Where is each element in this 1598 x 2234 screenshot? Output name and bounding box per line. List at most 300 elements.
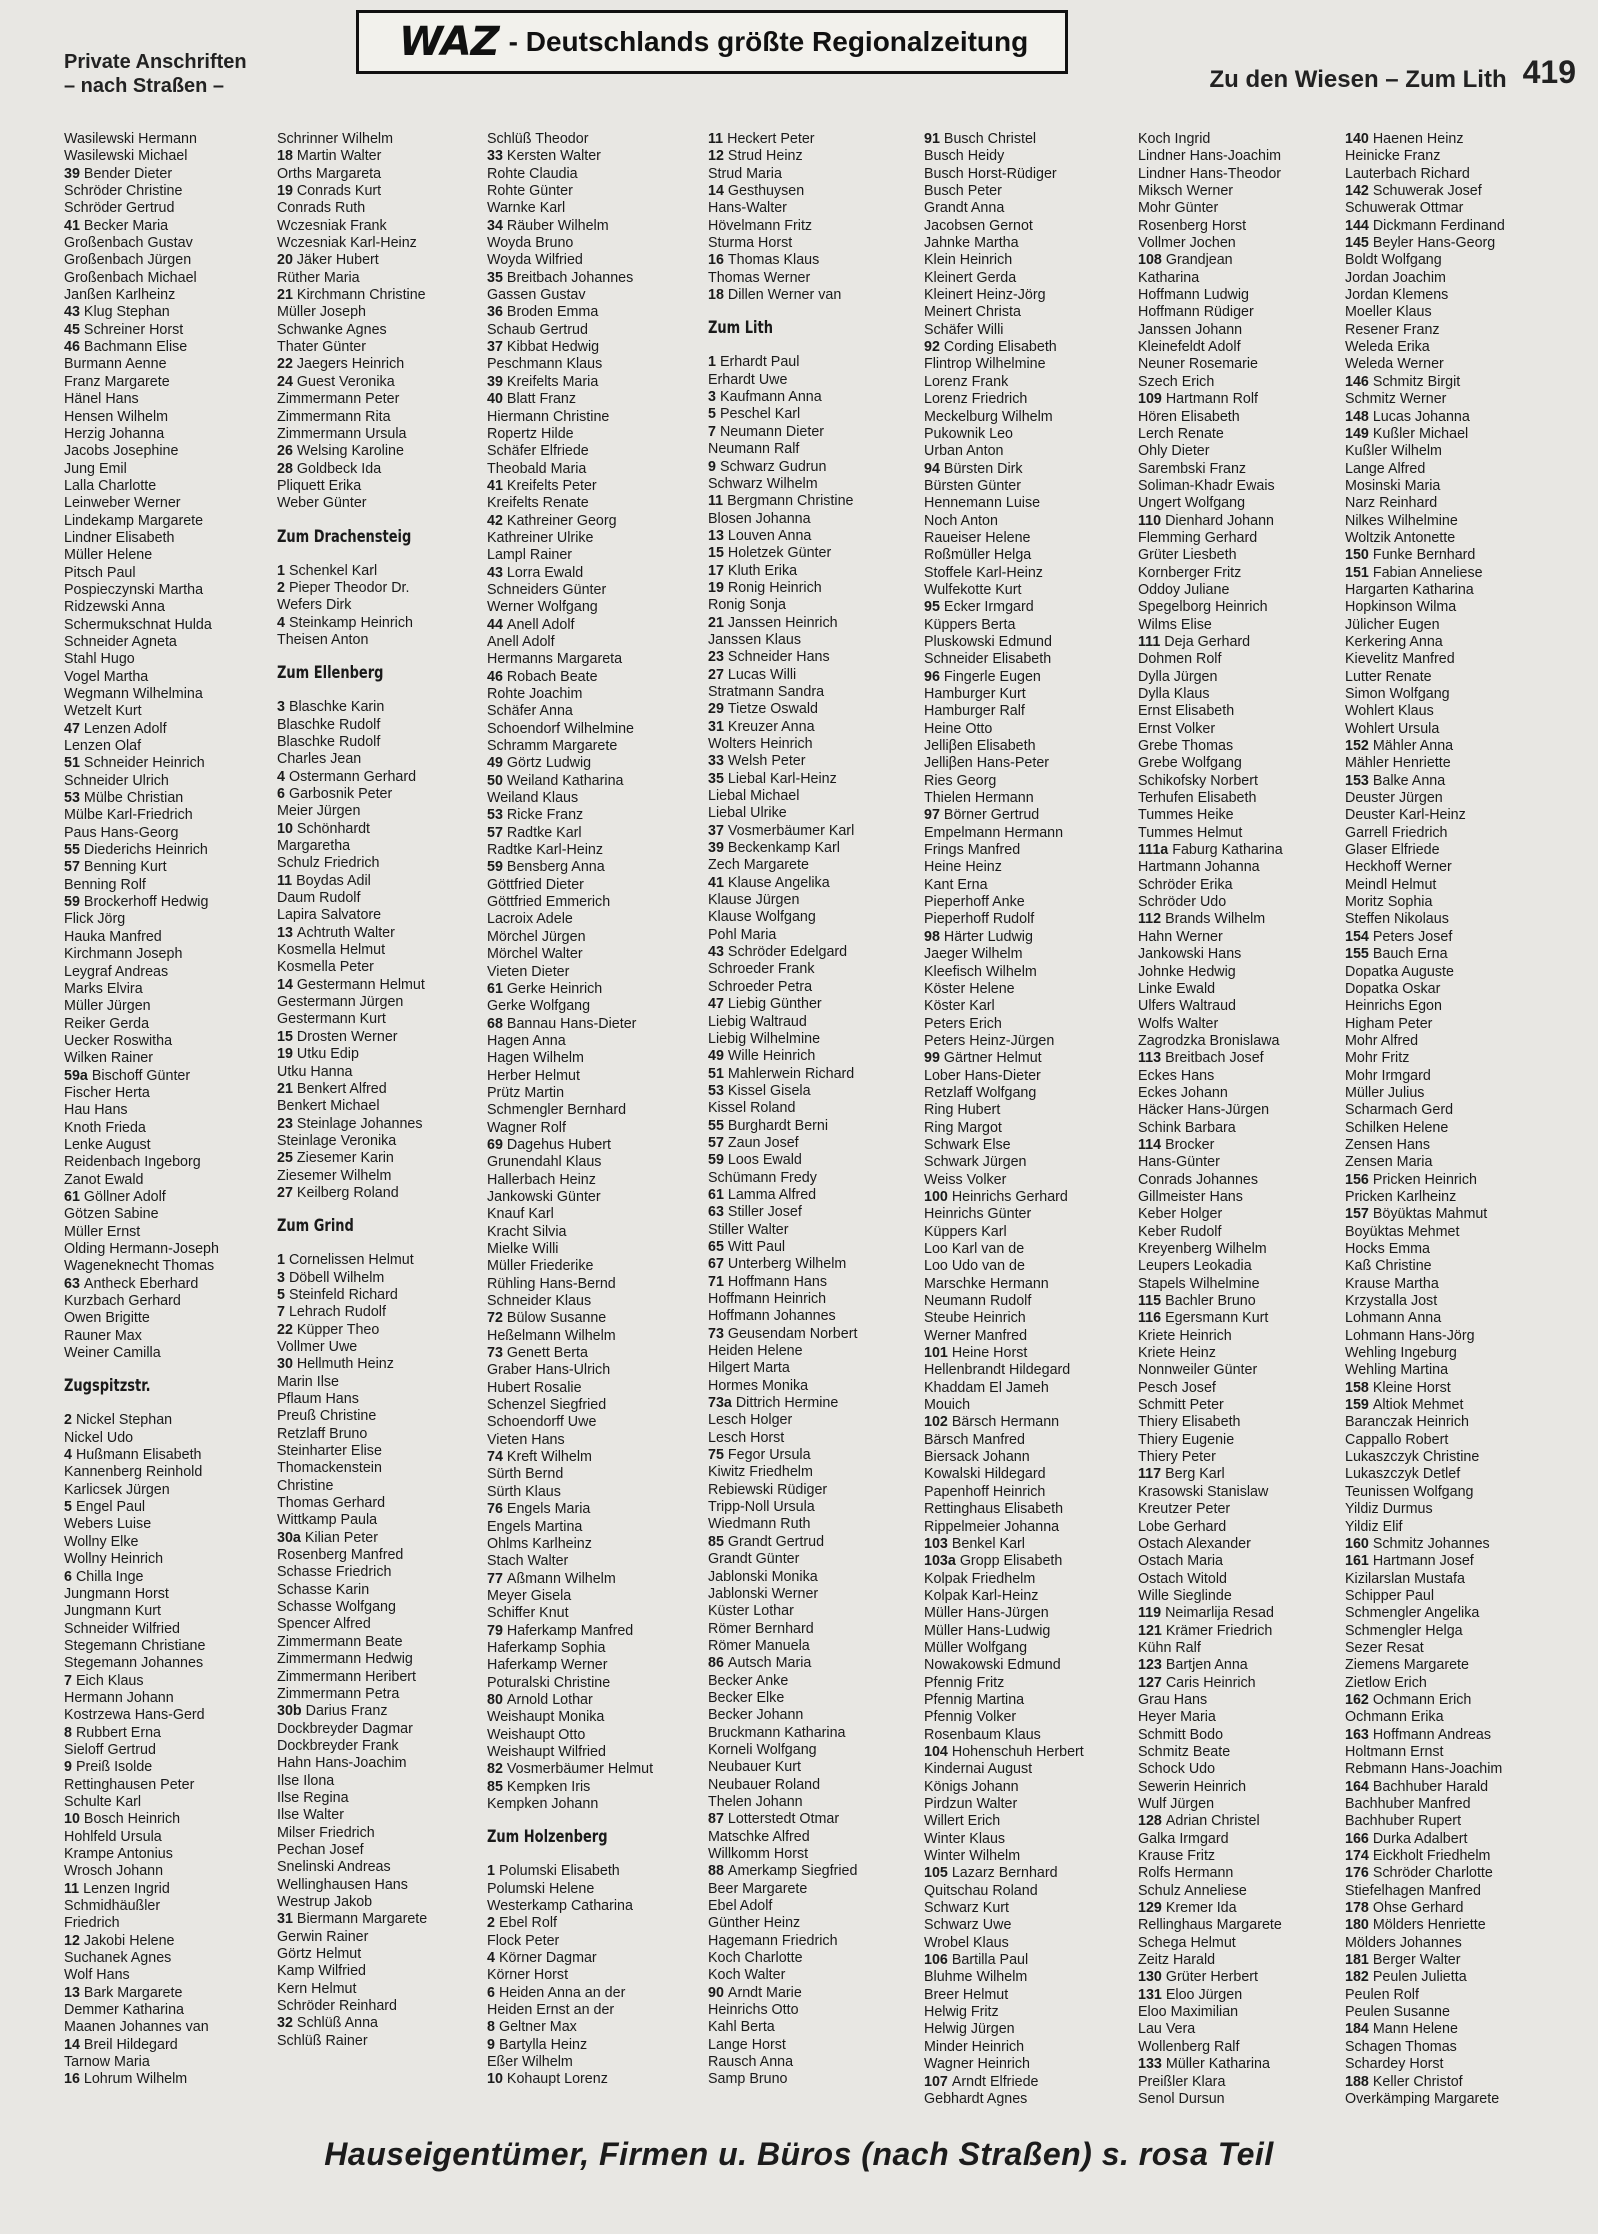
directory-entry [487, 252, 697, 269]
resident-name: Spencer Alfred [277, 1616, 371, 1633]
resident-name: Milser Friedrich [277, 1824, 375, 1841]
header-left-line1: Private Anschriften [64, 51, 247, 73]
directory-entry [1138, 929, 1348, 946]
directory-entry [708, 183, 918, 200]
directory-entry [1138, 356, 1348, 373]
house-number: 21 [277, 1080, 293, 1097]
directory-entry [708, 1291, 918, 1308]
resident-name: Hahn Werner [1138, 928, 1223, 945]
resident-name: Ring Hubert [924, 1102, 1001, 1119]
house-number: 97 [924, 807, 940, 824]
directory-entry [1138, 1709, 1348, 1726]
directory-entry [487, 1640, 697, 1657]
resident-name: Narz Reinhard [1345, 495, 1438, 512]
directory-entry [1345, 148, 1555, 165]
resident-name: Grunendahl Klaus [487, 1154, 602, 1171]
directory-entry [487, 1933, 697, 1950]
resident-name: Meindl Helmut [1345, 876, 1437, 893]
directory-entry [1345, 183, 1555, 200]
directory-entry [1345, 998, 1555, 1015]
directory-entry [924, 339, 1134, 356]
resident-name: Schermukschnat Hulda [64, 616, 212, 633]
resident-name: Dohmen Rolf [1138, 651, 1222, 668]
house-number: 2 [487, 1915, 495, 1932]
directory-entry [1345, 1224, 1555, 1241]
resident-name: Dylla Klaus [1138, 686, 1210, 702]
resident-name: Kriete Heinz [1138, 1345, 1216, 1362]
house-number: 95 [924, 599, 940, 616]
resident-name: Reidenbach Ingeborg [64, 1154, 201, 1171]
resident-name: Schröder Gertrud [64, 200, 175, 217]
directory-entry [1345, 1605, 1555, 1622]
resident-name: Linke Ewald [1138, 980, 1216, 997]
directory-entry [64, 218, 274, 235]
directory-entry [277, 1443, 487, 1460]
resident-name: Schwanke Agnes [277, 321, 387, 338]
directory-entry [924, 1068, 1134, 1085]
resident-name: Schmidhäußler [64, 1898, 161, 1915]
resident-name: Schmitz Beate [1138, 1743, 1231, 1760]
directory-entry [64, 807, 274, 824]
resident-name: Neuner Rosemarie [1138, 356, 1258, 373]
resident-name: Boyüktas Mehmet [1345, 1223, 1460, 1240]
directory-entry [277, 873, 487, 890]
directory-entry [487, 1328, 697, 1345]
resident-name: Schmitt Peter [1138, 1397, 1224, 1414]
directory-entry [924, 495, 1134, 512]
house-number: 22 [277, 356, 293, 373]
directory-entry [708, 389, 918, 406]
directory-entry [487, 1449, 697, 1466]
resident-name: Cording Elisabeth [943, 339, 1057, 356]
resident-name: Lotterstedt Otmar [727, 1811, 840, 1828]
house-number: 80 [487, 1691, 503, 1708]
resident-name: Wrosch Johann [64, 1863, 164, 1880]
resident-name: Senol Dursun [1138, 2090, 1225, 2107]
directory-entry [708, 1395, 918, 1412]
directory-entry [924, 409, 1134, 426]
directory-entry [1138, 981, 1348, 998]
resident-name: Vieten Hans [487, 1431, 565, 1448]
directory-entry [924, 287, 1134, 304]
directory-entry [924, 894, 1134, 911]
directory-entry [277, 252, 487, 269]
directory-entry [924, 1519, 1134, 1536]
resident-name: Benkert Alfred [296, 1080, 387, 1097]
resident-name: Schmitt Bodo [1138, 1726, 1224, 1743]
directory-entry [1345, 304, 1555, 321]
resident-name: Heinrichs Günter [924, 1206, 1032, 1223]
directory-entry [1138, 582, 1348, 599]
directory-entry [924, 1831, 1134, 1848]
directory-entry [64, 1172, 274, 1189]
resident-name: Busch Horst-Rüdiger [924, 165, 1057, 182]
resident-name: Gestermann Jürgen [277, 994, 404, 1011]
directory-entry [487, 1432, 697, 1449]
resident-name: Mölders Henriette [1372, 1917, 1486, 1934]
directory-column [708, 131, 918, 2089]
directory-entry [924, 1640, 1134, 1657]
resident-name: Müller Friederike [487, 1258, 594, 1275]
resident-name: Schwarz Kurt [924, 1900, 1010, 1917]
directory-entry [487, 478, 697, 495]
resident-name: Mosinski Maria [1345, 477, 1441, 494]
directory-entry [1345, 1675, 1555, 1692]
house-number: 57 [487, 824, 503, 841]
resident-name: Lesch Holger [708, 1412, 793, 1429]
resident-name: Thielen Hermann [924, 790, 1034, 807]
resident-name: Mülbe Christian [83, 790, 184, 807]
resident-name: Günther Heinz [708, 1915, 801, 1932]
resident-name: Stegemann Christiane [64, 1637, 206, 1654]
directory-entry [924, 773, 1134, 790]
directory-entry [708, 528, 918, 545]
resident-name: Schwarz Gudrun [719, 458, 827, 475]
resident-name: Kirchmann Christine [296, 287, 426, 304]
resident-name: Gebhardt Agnes [924, 2090, 1028, 2107]
directory-entry [708, 545, 918, 562]
resident-name: Benkert Michael [277, 1098, 380, 1115]
resident-name: Römer Manuela [708, 1637, 810, 1654]
directory-entry [924, 599, 1134, 616]
directory-entry [487, 2002, 697, 2019]
directory-entry [708, 459, 918, 476]
house-number: 16 [64, 2071, 80, 2088]
resident-name: Schneider Elisabeth [924, 651, 1052, 668]
resident-name: Franz Margarete [64, 373, 170, 390]
directory-entry [708, 1829, 918, 1846]
resident-name: Pukownik Leo [924, 425, 1014, 442]
resident-name: Webers Luise [64, 1516, 152, 1533]
resident-name: Korneli Wolfgang [708, 1741, 817, 1758]
resident-name: Kowalski Hildegard [924, 1466, 1046, 1483]
resident-name: Müller Hans-Jürgen [924, 1605, 1049, 1622]
directory-entry [1138, 859, 1348, 876]
resident-name: Frings Manfred [924, 842, 1021, 859]
house-number: 35 [708, 770, 724, 787]
resident-name: Arndt Elfriede [951, 2073, 1039, 2090]
resident-name: Geltner Max [498, 2019, 577, 2036]
house-number: 100 [924, 1188, 948, 1205]
directory-entry [277, 339, 487, 356]
resident-name: Jablonski Monika [708, 1568, 818, 1585]
directory-entry [708, 1170, 918, 1187]
resident-name: Wrobel Klaus [924, 1934, 1009, 1951]
resident-name: Kreifelts Peter [506, 477, 597, 494]
resident-name: Robach Beate [506, 668, 598, 685]
directory-entry [277, 1582, 487, 1599]
resident-name: Ohly Dieter [1138, 443, 1210, 460]
resident-name: Tummes Helmut [1138, 824, 1243, 841]
resident-name: Grau Hans [1138, 1691, 1208, 1708]
resident-name: Conrads Kurt [296, 183, 382, 200]
directory-entry [1138, 634, 1348, 651]
resident-name: Kolpak Karl-Heinz [924, 1587, 1039, 1604]
directory-entry [64, 547, 274, 564]
house-number: 40 [487, 391, 503, 408]
resident-name: Orths Margareta [277, 165, 382, 182]
resident-name: Müller Ernst [64, 1223, 141, 1240]
resident-name: Kissel Roland [708, 1100, 796, 1117]
street-heading: Zugspitzstr. [64, 1376, 151, 1397]
resident-name: Zietlow Erich [1345, 1674, 1427, 1691]
resident-name: Bartjen Anna [1165, 1657, 1248, 1674]
resident-name: Hohenschuh Herbert [951, 1743, 1084, 1760]
resident-name: Eckes Johann [1138, 1084, 1228, 1101]
house-number: 7 [708, 423, 716, 440]
directory-entry [1345, 669, 1555, 686]
directory-entry [924, 1744, 1134, 1761]
directory-entry [1138, 339, 1348, 356]
directory-entry [1345, 2091, 1555, 2108]
directory-entry [924, 218, 1134, 235]
directory-entry [708, 1014, 918, 1031]
directory-entry [64, 461, 274, 478]
resident-name: Schneider Wilfried [64, 1620, 181, 1637]
directory-entry [487, 2037, 697, 2054]
directory-entry [1345, 1449, 1555, 1466]
resident-name: Rippelmeier Johanna [924, 1518, 1060, 1535]
directory-entry [1138, 1016, 1348, 1033]
directory-entry [708, 2002, 918, 2019]
directory-entry [1345, 1900, 1555, 1917]
directory-entry [64, 1482, 274, 1499]
directory-entry [487, 825, 697, 842]
directory-entry [1138, 721, 1348, 738]
house-number: 87 [708, 1811, 724, 1828]
directory-entry [64, 166, 274, 183]
resident-name: Bachler Bruno [1165, 1293, 1256, 1310]
resident-name: Sezer Resat [1345, 1639, 1424, 1656]
resident-name: Schwarz Wilhelm [708, 475, 818, 492]
resident-name: Thomas Klaus [727, 252, 820, 269]
resident-name: Ring Margot [924, 1119, 1002, 1136]
directory-entry [64, 599, 274, 616]
directory-entry [487, 1605, 697, 1622]
directory-entry [487, 1016, 697, 1033]
directory-entry [64, 651, 274, 668]
resident-name: Ernst Volker [1138, 720, 1216, 737]
resident-name: Miksch Werner [1138, 183, 1234, 200]
directory-entry [1138, 235, 1348, 252]
resident-name: Martin Walter [296, 148, 382, 165]
resident-name: Ohlms Karlheinz [487, 1535, 592, 1552]
directory-entry [924, 1605, 1134, 1622]
directory-entry [277, 426, 487, 443]
resident-name: Steinfeld Richard [288, 1286, 398, 1303]
directory-entry [924, 1432, 1134, 1449]
resident-name: Schink Barbara [1138, 1119, 1236, 1136]
house-number: 5 [708, 406, 716, 423]
resident-name: Marin Ilse [277, 1373, 339, 1390]
directory-entry [708, 493, 918, 510]
directory-entry [1138, 1466, 1348, 1483]
directory-entry [1138, 1484, 1348, 1501]
resident-name: Vollmer Jochen [1138, 235, 1236, 252]
resident-name: Oddoy Juliane [1138, 581, 1230, 598]
house-number: 49 [708, 1048, 724, 1065]
directory-entry [277, 218, 487, 235]
directory-entry [708, 1621, 918, 1638]
house-number: 19 [277, 1046, 293, 1063]
resident-name: Schmengler Angelika [1345, 1605, 1480, 1622]
resident-name: Schröder Christine [64, 183, 183, 200]
resident-name: Döbell Wilhelm [288, 1269, 385, 1286]
resident-name: Reiker Gerda [64, 1015, 150, 1032]
directory-entry [708, 1673, 918, 1690]
house-number: 17 [708, 562, 724, 579]
resident-name: Poturalski Christine [487, 1674, 611, 1691]
resident-name: Schenzel Siegfried [487, 1397, 607, 1414]
directory-entry [924, 634, 1134, 651]
directory-entry [487, 1588, 697, 1605]
resident-name: Ochmann Erika [1345, 1709, 1444, 1726]
resident-name: Bannau Hans-Dieter [506, 1015, 637, 1032]
directory-entry [487, 1863, 697, 1880]
directory-entry [924, 1883, 1134, 1900]
resident-name: Margaretha [277, 838, 351, 855]
directory-entry [924, 1588, 1134, 1605]
house-number: 184 [1345, 2021, 1369, 2038]
directory-entry [487, 755, 697, 772]
resident-name: Mielke Willi [487, 1241, 559, 1257]
directory-entry [708, 1308, 918, 1325]
resident-name: Hilgert Marta [708, 1360, 790, 1377]
resident-name: Haenen Heinz [1372, 131, 1464, 147]
directory-entry [708, 1239, 918, 1256]
directory-entry [924, 1033, 1134, 1050]
house-number: 55 [708, 1117, 724, 1134]
directory-entry [708, 406, 918, 423]
resident-name: Heine Otto [924, 720, 993, 737]
resident-name: Hocks Emma [1345, 1241, 1430, 1257]
resident-name: Steffen Nikolaus [1345, 911, 1449, 928]
resident-name: Bruckmann Katharina [708, 1724, 846, 1741]
resident-name: Eickholt Friedhelm [1372, 1848, 1491, 1865]
directory-entry [487, 409, 697, 426]
directory-entry [487, 131, 697, 148]
resident-name: Stiller Walter [708, 1221, 789, 1238]
resident-name: Becker Johann [708, 1707, 804, 1724]
directory-entry [64, 1345, 274, 1362]
resident-name: Vogel Martha [64, 668, 149, 685]
directory-entry [277, 1998, 487, 2015]
directory-entry [1345, 842, 1555, 859]
house-number: 127 [1138, 1674, 1162, 1691]
house-number: 43 [708, 944, 724, 961]
directory-entry [924, 807, 1134, 824]
resident-name: Grandt Anna [924, 200, 1005, 217]
resident-name: Heinicke Franz [1345, 148, 1441, 165]
waz-logo: WAZ [399, 19, 499, 65]
directory-entry [924, 1397, 1134, 1414]
directory-entry [487, 790, 697, 807]
resident-name: Holetzek Günter [727, 545, 832, 562]
house-number: 15 [277, 1028, 293, 1045]
resident-name: Bachhuber Harald [1372, 1778, 1489, 1795]
resident-name: Zanot Ewald [64, 1171, 144, 1188]
resident-name: Kreifelts Maria [506, 373, 599, 390]
resident-name: Dagehus Hubert [506, 1136, 612, 1153]
resident-name: Lange Alfred [1345, 460, 1426, 477]
street-heading: Zum Lith [708, 318, 773, 339]
directory-entry [1345, 2056, 1555, 2073]
resident-name: Burghardt Berni [727, 1117, 829, 1134]
directory-entry [708, 1967, 918, 1984]
directory-entry [924, 1189, 1134, 1206]
directory-entry [1138, 2039, 1348, 2056]
directory-entry [1345, 1397, 1555, 1414]
resident-name: Görtz Helmut [277, 1946, 362, 1962]
resident-name: Glaser Elfriede [1345, 842, 1440, 859]
resident-name: Dockbreyder Frank [277, 1737, 399, 1754]
directory-entry [277, 2033, 487, 2050]
directory-entry [487, 1241, 697, 1258]
house-number: 46 [64, 339, 80, 356]
directory-entry [1138, 1640, 1348, 1657]
resident-name: Gillmeister Hans [1138, 1188, 1243, 1205]
directory-entry [708, 927, 918, 944]
resident-name: Steinlage Johannes [296, 1115, 423, 1132]
directory-entry [1345, 1102, 1555, 1119]
resident-name: Minder Heinrich [924, 2038, 1025, 2055]
resident-name: Vosmerbäumer Karl [727, 822, 855, 839]
resident-name: Thomas Werner [708, 269, 811, 286]
directory-entry [1138, 1623, 1348, 1640]
directory-entry [487, 1898, 697, 1915]
directory-entry [924, 235, 1134, 252]
resident-name: Lobe Gerhard [1138, 1518, 1227, 1535]
resident-name: Jankowski Günter [487, 1188, 601, 1205]
directory-entry [708, 2037, 918, 2054]
house-number: 49 [487, 755, 503, 772]
directory-entry [64, 339, 274, 356]
house-number: 153 [1345, 772, 1369, 789]
house-number: 92 [924, 339, 940, 356]
resident-name: Wetzelt Kurt [64, 703, 142, 720]
house-number: 3 [708, 389, 716, 406]
directory-entry [1138, 1345, 1348, 1362]
directory-entry [708, 287, 918, 304]
directory-entry [64, 1258, 274, 1275]
directory-entry [487, 391, 697, 408]
house-number: 6 [64, 1568, 72, 1585]
directory-entry [487, 1172, 697, 1189]
directory-entry [64, 1707, 274, 1724]
house-number: 130 [1138, 1969, 1162, 1986]
resident-name: Retzlaff Bruno [277, 1425, 368, 1442]
house-number: 39 [64, 165, 80, 182]
house-number: 4 [64, 1447, 72, 1464]
house-number: 16 [708, 252, 724, 269]
directory-entry [64, 374, 274, 391]
directory-entry [1345, 1050, 1555, 1067]
resident-name: Busch Christel [943, 131, 1037, 147]
resident-name: Schreiner Horst [83, 321, 184, 338]
directory-entry [924, 1484, 1134, 1501]
resident-name: Liebal Karl-Heinz [727, 770, 837, 787]
resident-name: Bluhme Wilhelm [924, 1969, 1028, 1986]
resident-name: Küpper Theo [296, 1321, 380, 1338]
directory-entry [64, 1499, 274, 1516]
directory-entry [487, 1484, 697, 1501]
directory-entry [64, 2019, 274, 2036]
resident-name: Blatt Franz [506, 391, 577, 408]
house-number: 46 [487, 668, 503, 685]
resident-name: Sürth Klaus [487, 1483, 561, 1500]
directory-entry [487, 461, 697, 478]
directory-entry [64, 877, 274, 894]
